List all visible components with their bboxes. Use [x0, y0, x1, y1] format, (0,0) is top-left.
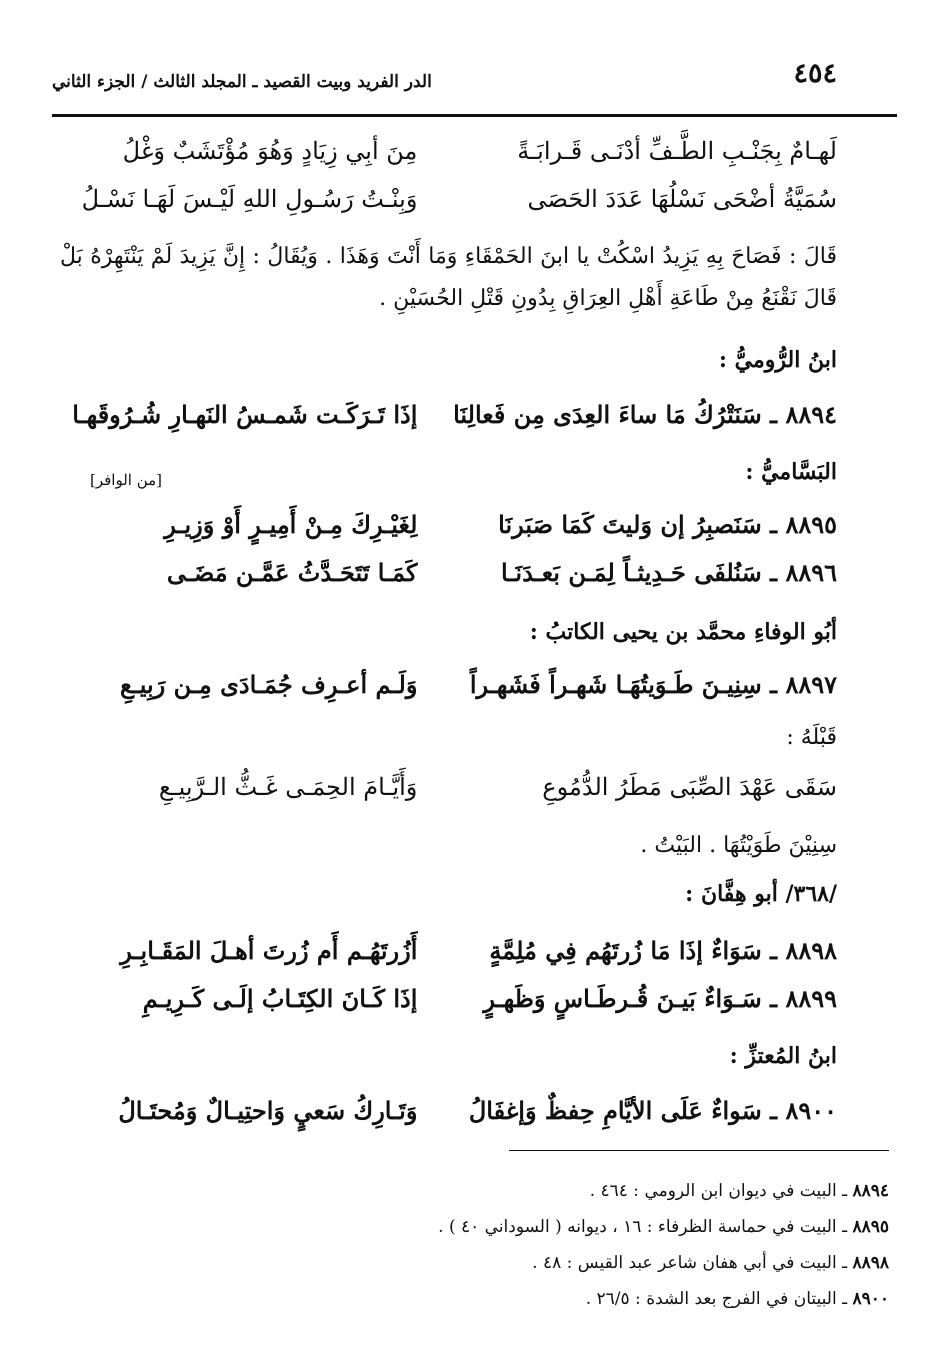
second-hemistich: إذَا كَـانَ الكِتَـابُ إلَـى كَـرِيـمِ [142, 984, 418, 1013]
first-hemistich: ٨٨٩٩ ـ سَـوَاءٌ بَيـنَ قُـرطَـاسٍ وَظَهـرٍ [483, 984, 837, 1013]
verse-line [60, 766, 837, 808]
verse-number: ٨٨٩٦ [785, 558, 837, 587]
footnote-text: البيت في ديوان ابن الرومي : ٤٦٤ . [589, 1181, 837, 1201]
page-header [52, 58, 837, 108]
verse-number: ٨٨٩٤ [785, 400, 837, 429]
footnote-number: ٨٨٩٥ [852, 1217, 889, 1237]
first-hemistich: ٨٨٩٤ ـ سَنَتْرُكُ مَا ساءَ العِدَى مِن فَعالِنَا [453, 400, 837, 429]
footnote-text: البيت في أبي هفان شاعر عبد القيس : ٤٨ . [532, 1253, 837, 1273]
footnote-number: ٨٩٠٠ [852, 1289, 889, 1309]
verse-line [60, 664, 837, 706]
verse-number: ٨٨٩٩ [785, 984, 837, 1013]
verse-line [60, 504, 837, 546]
first-hemistich: ٨٨٩٦ ـ سَنُلفَى حَـدِيثـاً لِمَـن بَعـدَنَـا [501, 558, 837, 587]
header-rule [52, 114, 897, 117]
verse-number: ٨٨٩٨ [785, 936, 837, 965]
hemistich-text: سَنَصبِرُ إن وَليتَ كَمَا صَبَرنَا [498, 510, 762, 539]
second-hemistich: إذَا تَـرَكَـت شَمـسُ النَهـارِ شُـرُوقَهـا [72, 400, 418, 429]
hemistich-text: سَنَتْرُكُ مَا ساءَ العِدَى مِن فَعالِنَا [453, 400, 762, 429]
qablahu-label: قَبْلَهُ : [786, 725, 837, 750]
verse-line [60, 978, 837, 1020]
second-hemistich: وَتَـارِكُ سَعيٍ وَاحتِيـالٌ وَمُحتَـالُ [118, 1096, 418, 1125]
poet-name: أبُو الوفاءِ محمَّد بن يحيى الكاتبُ : [529, 619, 837, 645]
second-hemistich: وَبِنْـتُ رَسُـولِ اللهِ لَيْـسَ لَهَـا نَسْـلُ [81, 185, 418, 213]
first-hemistich: سُمَيَّةُ أضْحَى نَسْلُهَا عَدَدَ الحَصَى [527, 185, 837, 213]
footnote: ٨٩٠٠ ـ البيتان في الفرج بعد الشدة : ٢٦/٥ . [585, 1289, 889, 1309]
footnote-number: ٨٨٩٨ [852, 1253, 889, 1273]
hemistich-text: سَوَاءٌ إذَا مَا زُرتَهُم فِي مُلِمَّةٍ [489, 936, 762, 965]
first-hemistich: ٨٨٩٥ ـ سَنَصبِرُ إن وَليتَ كَمَا صَبَرنَا [498, 510, 837, 539]
second-hemistich: وَأَيَّـامَ الحِمَـى غَـثُّ الـرَّبِيـعِ [158, 773, 418, 801]
footnote: ٨٨٩٨ ـ البيت في أبي هفان شاعر عبد القيس : ٤٨ . [532, 1253, 889, 1273]
poet-name: ابنُ المُعتزِّ : [729, 1043, 837, 1069]
verse-line [60, 930, 837, 972]
first-hemistich: ٨٨٩٨ ـ سَوَاءٌ إذَا مَا زُرتَهُم فِي مُلِمَّةٍ [489, 936, 837, 965]
page-number: ٤٥٤ [793, 58, 837, 89]
hemistich-text: سَواءٌ عَلَى الأيَّامِ حِفظٌ وَإغفَالُ [468, 1096, 762, 1125]
verse-line [60, 1090, 837, 1132]
second-hemistich: لِغَيْـرِكَ مِـنْ أَمِيـرٍ أَوْ وَزِيـرِ [164, 510, 418, 539]
prose-paragraph: قَالَ : فَصَاحَ بِهِ يَزِيدُ اسْكُتْ يا ابنَ الحَمْقَاءِ وَمَا أَنْتَ وَهَذَا . وَيُقَالُ : إِنَّ يَزِيدَ لَمْ يَنْتَهِرْهُ بَلْ قَالَ نَقْنَعُ مِنْ طَاعَةِ أَهْلِ العِرَاقِ بِدُونِ قَتْلِ الحُسَيْنِ . [60, 244, 837, 311]
second-hemistich: كَمَـا تَتَحَـدَّثُ عَمَّـن مَضَـى [166, 558, 418, 587]
footnote-rule [509, 1150, 889, 1151]
second-hemistich: مِنَ أبِي زِيَادٍ وَهُوَ مُؤْتَشَبٌ وَغْلُ [122, 137, 418, 165]
footnote-text: البيت في حماسة الظرفاء : ١٦ ، ديوانه ( السوداني ٤٠ ) . [438, 1217, 837, 1237]
second-hemistich: أَزُرتَهُـم أَم زُرتَ أهـلَ المَقَـابِـرِ [120, 936, 418, 965]
poet-name: البَسَّاميُّ : [745, 459, 837, 485]
hemistich-text: سَـوَاءٌ بَيـنَ قُـرطَـاسٍ وَظَهـرٍ [483, 984, 762, 1013]
verse-line [60, 130, 837, 172]
hemistich-text: سَنُلفَى حَـدِيثـاً لِمَـن بَعـدَنَـا [501, 558, 762, 587]
hemistich-text: سِنِيـنَ طَـوَيتُهَـا شَهـراً فَشَهـراً [469, 670, 762, 699]
first-hemistich: سَقَى عَهْدَ الصِّبَى مَطَرُ الدُّمُوعِ [542, 773, 837, 801]
qablahu-tail: سِنِيْنَ طَوَيْتُهَا . البَيْتُ . [640, 833, 837, 858]
poet-name: ابنُ الرُّوميُّ : [718, 347, 837, 373]
poet-name: /٣٦٨/ أبو هِفَّانَ : [685, 881, 837, 907]
verse-line [60, 178, 837, 220]
second-hemistich: وَلَـم أعـرِف جُمَـادَى مِـن رَبِيـعِ [119, 670, 418, 699]
verse-line [60, 552, 837, 594]
first-hemistich: ٨٩٠٠ ـ سَواءٌ عَلَى الأيَّامِ حِفظٌ وَإغفَالُ [468, 1096, 837, 1125]
footnote: ٨٨٩٤ ـ البيت في ديوان ابن الرومي : ٤٦٤ . [589, 1181, 889, 1201]
verse-number: ٨٨٩٧ [785, 670, 837, 699]
footnote-text: البيتان في الفرج بعد الشدة : ٢٦/٥ . [585, 1289, 837, 1309]
first-hemistich: ٨٨٩٧ ـ سِنِيـنَ طَـوَيتُهَـا شَهـراً فَشَهـراً [469, 670, 837, 699]
verse-line [60, 394, 837, 436]
running-title: الدر الفريد وبيت القصيد ـ المجلد الثالث / الجزء الثاني [52, 72, 432, 92]
footnote-number: ٨٨٩٤ [852, 1181, 889, 1201]
meter-label: [من الوافر] [90, 471, 163, 489]
first-hemistich: لَهـامٌ بِجَنْـبِ الطَّـفِّ أدْنَـى قَـرابَـةً [517, 137, 837, 165]
verse-number: ٨٩٠٠ [785, 1096, 837, 1125]
footnote: ٨٨٩٥ ـ البيت في حماسة الظرفاء : ١٦ ، ديوانه ( السوداني ٤٠ ) . [438, 1217, 889, 1237]
verse-number: ٨٨٩٥ [785, 510, 837, 539]
